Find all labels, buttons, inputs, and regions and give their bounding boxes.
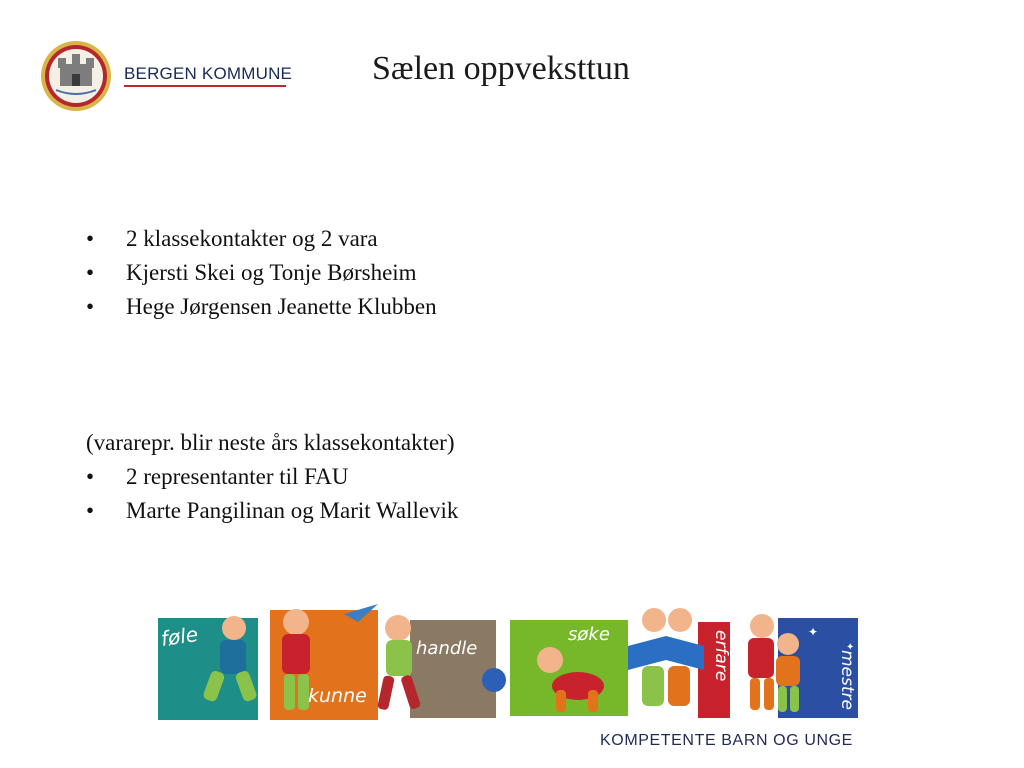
slide-header (0, 0, 1024, 130)
bergen-kommune-logo-text: BERGEN KOMMUNE (124, 64, 293, 83)
class-contacts-list (86, 222, 437, 324)
star-icon: ✦ (846, 642, 855, 653)
word-mestre: mestre (837, 650, 857, 710)
star-icon: ✦ (808, 625, 819, 639)
competence-banner-illustration (158, 600, 862, 726)
child-figure (748, 614, 774, 710)
banner-tagline: KOMPETENTE BARN OG UNGE (600, 732, 853, 749)
ball-icon (482, 668, 506, 692)
list-item: • Kjersti Skei og Tonje Børsheim (86, 256, 437, 290)
word-handle: handle (416, 638, 478, 659)
fau-representatives-list (86, 460, 458, 528)
list-item: • 2 klassekontakter og 2 vara (86, 222, 437, 256)
slide-title: Sælen oppveksttun (372, 50, 630, 87)
list-item: • 2 representanter til FAU (86, 460, 458, 494)
word-kunne: kunne (308, 685, 367, 707)
logo-underline (124, 85, 286, 87)
word-soke: søke (568, 624, 610, 645)
word-fole: føle (159, 622, 200, 651)
panel-handle (410, 620, 496, 718)
list-item: • Marte Pangilinan og Marit Wallevik (86, 494, 458, 528)
list-item: • Hege Jørgensen Jeanette Klubben (86, 290, 437, 324)
substitute-note: (vararepr. blir neste års klassekontakter) (86, 430, 455, 455)
reading-children-figure (628, 608, 704, 706)
bergen-coat-of-arms-logo (40, 40, 112, 112)
word-erfare: erfare (711, 630, 731, 682)
